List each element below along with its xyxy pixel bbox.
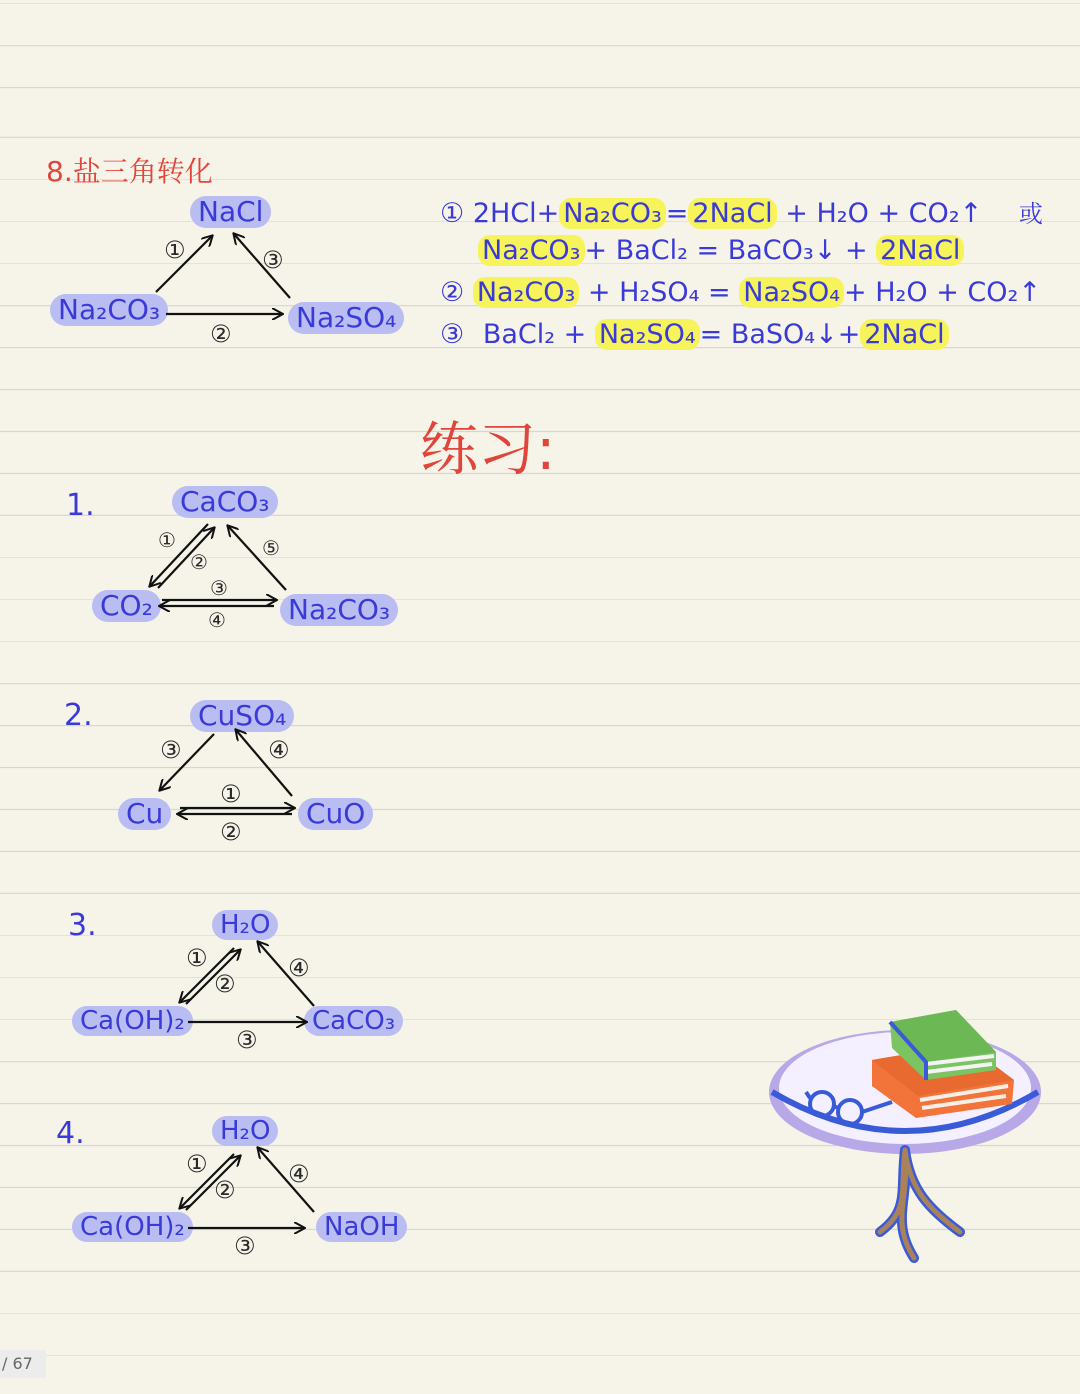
node-top: NaCl	[190, 196, 271, 228]
problem-2-label-2: ②	[220, 818, 242, 846]
equation-3-num: ②	[440, 277, 465, 308]
problem-1-label-2: ②	[190, 550, 208, 574]
problem-2-right: CuO	[298, 798, 373, 830]
equation-3	[440, 277, 1041, 308]
table-books-illustration	[760, 1000, 1050, 1270]
problem-1-label-4: ④	[208, 608, 226, 632]
problem-2-number: 2.	[64, 698, 93, 733]
equation-1-num: ①	[440, 198, 465, 229]
equation-2-a: Na₂CO₃	[478, 235, 585, 266]
problem-4-number: 4.	[56, 1116, 85, 1151]
equation-4-b: Na₂SO₄	[595, 319, 700, 350]
equation-2-c: 2NaCl	[876, 235, 964, 266]
problem-1-label-3: ③	[210, 576, 228, 600]
problem-2-left: Cu	[118, 798, 171, 830]
equation-4	[440, 319, 949, 350]
page-counter: / 67	[0, 1350, 46, 1378]
problem-4-label-3: ③	[234, 1232, 256, 1260]
step-label-2: ②	[210, 320, 232, 348]
problem-1-left: CO₂	[92, 590, 161, 622]
step-label-1: ①	[164, 236, 186, 264]
equation-3-a: Na₂CO₃	[473, 277, 580, 308]
problem-1-top: CaCO₃	[172, 486, 278, 518]
problem-2-label-4: ④	[268, 736, 290, 764]
problem-3-label-3: ③	[236, 1026, 258, 1054]
problem-4-left: Ca(OH)₂	[72, 1212, 193, 1242]
equation-1-c: =	[665, 198, 689, 229]
problem-1-right: Na₂CO₃	[280, 594, 398, 626]
problem-1-number: 1.	[66, 488, 95, 523]
equation-1-d: 2NaCl	[688, 198, 776, 229]
problem-3-number: 3.	[68, 908, 97, 943]
node-right: Na₂SO₄	[288, 302, 404, 334]
equation-4-d: 2NaCl	[860, 319, 948, 350]
section-title: 8.盐三角转化	[46, 155, 213, 188]
practice-title: 练习:	[420, 415, 556, 483]
equation-1-b: Na₂CO₃	[559, 198, 666, 229]
equation-2-b: + BaCl₂ = BaCO₃↓ +	[584, 235, 877, 266]
problem-2-top: CuSO₄	[190, 700, 294, 732]
equation-4-num: ③	[440, 319, 465, 350]
equation-1-a: 2HCl+	[472, 198, 560, 229]
equation-3-d: + H₂O + CO₂↑	[844, 277, 1041, 308]
problem-4-right: NaOH	[316, 1212, 407, 1242]
step-label-3: ③	[262, 246, 284, 274]
equation-1	[440, 194, 1043, 229]
equation-1-or: 或	[1018, 200, 1043, 228]
equation-2	[478, 235, 964, 266]
problem-3-label-4: ④	[288, 954, 310, 982]
problem-4-top: H₂O	[212, 1116, 278, 1146]
problem-1-label-1: ①	[158, 528, 176, 552]
problem-3-left: Ca(OH)₂	[72, 1006, 193, 1036]
problem-4-label-1: ①	[186, 1150, 208, 1178]
equation-3-b: + H₂SO₄ =	[587, 277, 740, 308]
problem-3-label-1: ①	[186, 944, 208, 972]
problem-3-top: H₂O	[212, 910, 278, 940]
problem-4-label-2: ②	[214, 1176, 236, 1204]
equation-4-c: = BaSO₄↓+	[699, 319, 861, 350]
problem-4-label-4: ④	[288, 1160, 310, 1188]
problem-2-label-1: ①	[220, 780, 242, 808]
equation-3-c: Na₂SO₄	[739, 277, 844, 308]
problem-1-label-5: ⑤	[262, 536, 280, 560]
problem-3-right: CaCO₃	[304, 1006, 403, 1036]
node-left: Na₂CO₃	[50, 294, 168, 326]
problem-2-label-3: ③	[160, 736, 182, 764]
problem-3-label-2: ②	[214, 970, 236, 998]
equation-4-a: BaCl₂ +	[482, 319, 595, 350]
equation-1-e: + H₂O + CO₂↑	[785, 198, 983, 229]
